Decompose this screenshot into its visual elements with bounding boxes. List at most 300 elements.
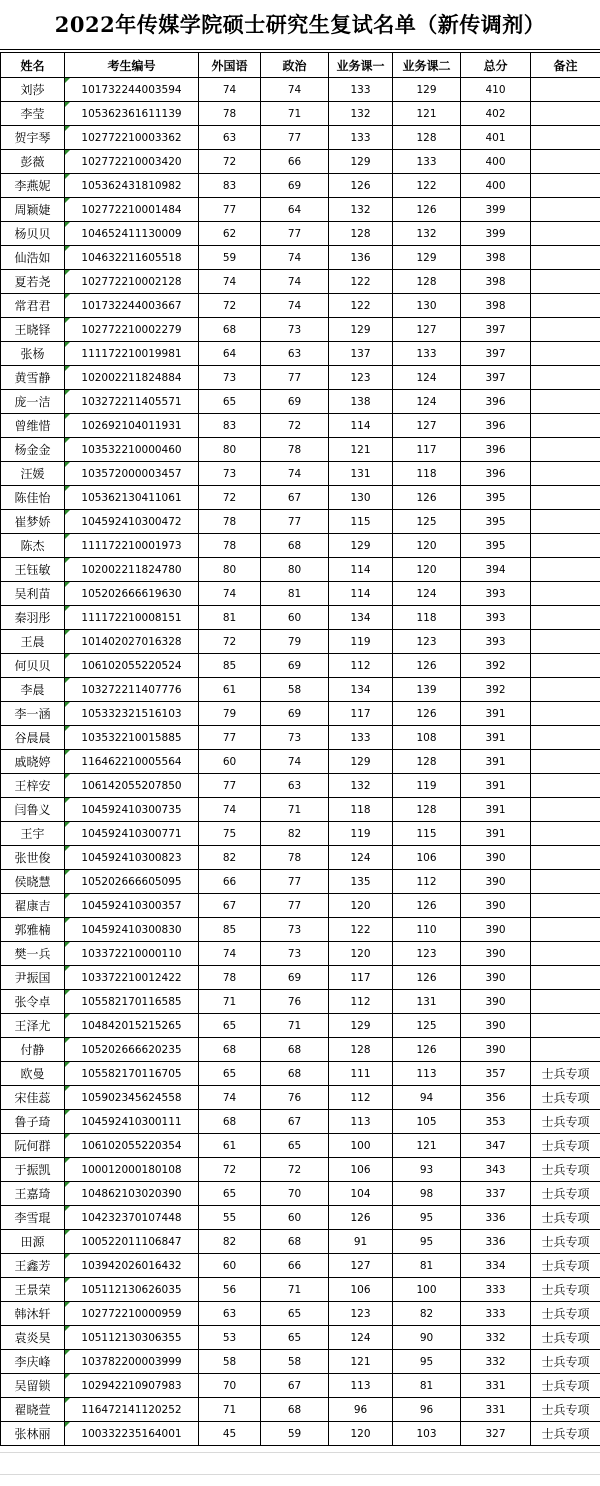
cell-remark[interactable] <box>531 342 600 366</box>
cell-politics[interactable]: 71 <box>261 102 329 126</box>
cell-subject-one[interactable]: 121 <box>329 1350 393 1374</box>
cell-subject-one[interactable]: 123 <box>329 1302 393 1326</box>
cell-subject-two[interactable]: 126 <box>393 1038 461 1062</box>
cell-total[interactable]: 390 <box>461 894 531 918</box>
cell-foreign-language[interactable]: 74 <box>199 270 261 294</box>
cell-remark[interactable] <box>531 942 600 966</box>
cell-total[interactable]: 391 <box>461 702 531 726</box>
cell-exam-id[interactable]: 102772210003420 <box>65 150 199 174</box>
cell-total[interactable]: 391 <box>461 750 531 774</box>
cell-name[interactable]: 王泽尤 <box>1 1014 65 1038</box>
cell-subject-one[interactable]: 112 <box>329 1086 393 1110</box>
cell-politics[interactable]: 74 <box>261 750 329 774</box>
cell-remark[interactable] <box>531 822 600 846</box>
cell-politics[interactable]: 73 <box>261 318 329 342</box>
cell-exam-id[interactable]: 106102055220524 <box>65 654 199 678</box>
cell-exam-id[interactable]: 105362361611139 <box>65 102 199 126</box>
cell-subject-one[interactable]: 120 <box>329 942 393 966</box>
cell-remark[interactable]: 士兵专项 <box>531 1302 600 1326</box>
cell-name[interactable]: 王鑫芳 <box>1 1254 65 1278</box>
cell-exam-id[interactable]: 103782200003999 <box>65 1350 199 1374</box>
cell-subject-one[interactable]: 134 <box>329 606 393 630</box>
cell-subject-one[interactable]: 118 <box>329 798 393 822</box>
cell-name[interactable]: 欧曼 <box>1 1062 65 1086</box>
cell-foreign-language[interactable]: 72 <box>199 1158 261 1182</box>
cell-name[interactable]: 陈佳怡 <box>1 486 65 510</box>
cell-total[interactable]: 331 <box>461 1374 531 1398</box>
cell-subject-one[interactable]: 106 <box>329 1158 393 1182</box>
cell-subject-one[interactable]: 106 <box>329 1278 393 1302</box>
cell-remark[interactable]: 士兵专项 <box>531 1326 600 1350</box>
cell-subject-two[interactable]: 129 <box>393 78 461 102</box>
cell-total[interactable]: 393 <box>461 630 531 654</box>
cell-subject-two[interactable]: 106 <box>393 846 461 870</box>
cell-total[interactable]: 402 <box>461 102 531 126</box>
cell-politics[interactable]: 69 <box>261 966 329 990</box>
cell-remark[interactable]: 士兵专项 <box>531 1182 600 1206</box>
cell-name[interactable]: 张世俊 <box>1 846 65 870</box>
cell-subject-two[interactable]: 112 <box>393 870 461 894</box>
cell-politics[interactable]: 73 <box>261 918 329 942</box>
cell-foreign-language[interactable]: 85 <box>199 918 261 942</box>
cell-total[interactable]: 391 <box>461 726 531 750</box>
cell-exam-id[interactable]: 104592410300830 <box>65 918 199 942</box>
cell-remark[interactable] <box>531 750 600 774</box>
cell-name[interactable]: 仙浩如 <box>1 246 65 270</box>
cell-foreign-language[interactable]: 74 <box>199 582 261 606</box>
cell-total[interactable]: 398 <box>461 246 531 270</box>
cell-subject-two[interactable]: 130 <box>393 294 461 318</box>
cell-remark[interactable] <box>531 486 600 510</box>
cell-remark[interactable] <box>531 150 600 174</box>
cell-politics[interactable]: 65 <box>261 1302 329 1326</box>
cell-exam-id[interactable]: 104592410300357 <box>65 894 199 918</box>
cell-total[interactable]: 356 <box>461 1086 531 1110</box>
cell-politics[interactable]: 68 <box>261 1038 329 1062</box>
cell-remark[interactable]: 士兵专项 <box>531 1278 600 1302</box>
cell-foreign-language[interactable]: 65 <box>199 1062 261 1086</box>
cell-subject-one[interactable]: 124 <box>329 846 393 870</box>
cell-remark[interactable] <box>531 78 600 102</box>
cell-subject-two[interactable]: 108 <box>393 726 461 750</box>
cell-politics[interactable]: 81 <box>261 582 329 606</box>
cell-total[interactable]: 357 <box>461 1062 531 1086</box>
cell-name[interactable]: 周颖婕 <box>1 198 65 222</box>
cell-remark[interactable] <box>531 654 600 678</box>
cell-remark[interactable] <box>531 558 600 582</box>
cell-politics[interactable]: 72 <box>261 414 329 438</box>
cell-total[interactable]: 391 <box>461 822 531 846</box>
cell-total[interactable]: 394 <box>461 558 531 582</box>
cell-total[interactable]: 332 <box>461 1350 531 1374</box>
cell-politics[interactable]: 74 <box>261 246 329 270</box>
cell-name[interactable]: 崔梦娇 <box>1 510 65 534</box>
cell-subject-one[interactable]: 123 <box>329 366 393 390</box>
cell-exam-id[interactable]: 106102055220354 <box>65 1134 199 1158</box>
cell-name[interactable]: 杨金金 <box>1 438 65 462</box>
cell-exam-id[interactable]: 105902345624558 <box>65 1086 199 1110</box>
cell-subject-one[interactable]: 124 <box>329 1326 393 1350</box>
cell-total[interactable]: 390 <box>461 1038 531 1062</box>
cell-subject-one[interactable]: 133 <box>329 126 393 150</box>
cell-subject-one[interactable]: 129 <box>329 750 393 774</box>
cell-subject-two[interactable]: 82 <box>393 1302 461 1326</box>
cell-subject-one[interactable]: 122 <box>329 270 393 294</box>
cell-exam-id[interactable]: 102772210000959 <box>65 1302 199 1326</box>
cell-name[interactable]: 翟晓萱 <box>1 1398 65 1422</box>
cell-exam-id[interactable]: 102002211824780 <box>65 558 199 582</box>
cell-total[interactable]: 347 <box>461 1134 531 1158</box>
cell-subject-two[interactable]: 90 <box>393 1326 461 1350</box>
cell-subject-one[interactable]: 138 <box>329 390 393 414</box>
cell-politics[interactable]: 74 <box>261 294 329 318</box>
cell-name[interactable]: 曾维惜 <box>1 414 65 438</box>
cell-politics[interactable]: 80 <box>261 558 329 582</box>
cell-subject-one[interactable]: 129 <box>329 534 393 558</box>
cell-total[interactable]: 391 <box>461 774 531 798</box>
cell-remark[interactable] <box>531 390 600 414</box>
cell-subject-one[interactable]: 117 <box>329 702 393 726</box>
cell-foreign-language[interactable]: 77 <box>199 726 261 750</box>
cell-politics[interactable]: 76 <box>261 1086 329 1110</box>
cell-name[interactable]: 陈杰 <box>1 534 65 558</box>
cell-name[interactable]: 吴利苗 <box>1 582 65 606</box>
cell-total[interactable]: 334 <box>461 1254 531 1278</box>
cell-politics[interactable]: 76 <box>261 990 329 1014</box>
cell-total[interactable]: 393 <box>461 606 531 630</box>
cell-foreign-language[interactable]: 72 <box>199 294 261 318</box>
cell-exam-id[interactable]: 116462210005564 <box>65 750 199 774</box>
cell-exam-id[interactable]: 101732244003667 <box>65 294 199 318</box>
cell-name[interactable]: 翟康吉 <box>1 894 65 918</box>
cell-politics[interactable]: 70 <box>261 1182 329 1206</box>
cell-name[interactable]: 张林丽 <box>1 1422 65 1446</box>
cell-subject-two[interactable]: 124 <box>393 390 461 414</box>
cell-remark[interactable]: 士兵专项 <box>531 1374 600 1398</box>
cell-subject-two[interactable]: 120 <box>393 534 461 558</box>
cell-subject-one[interactable]: 117 <box>329 966 393 990</box>
cell-foreign-language[interactable]: 56 <box>199 1278 261 1302</box>
cell-name[interactable]: 郭雅楠 <box>1 918 65 942</box>
cell-total[interactable]: 393 <box>461 582 531 606</box>
cell-subject-one[interactable]: 126 <box>329 174 393 198</box>
cell-subject-one[interactable]: 121 <box>329 438 393 462</box>
cell-subject-two[interactable]: 126 <box>393 198 461 222</box>
cell-remark[interactable]: 士兵专项 <box>531 1230 600 1254</box>
cell-total[interactable]: 336 <box>461 1230 531 1254</box>
cell-exam-id[interactable]: 103532210015885 <box>65 726 199 750</box>
cell-remark[interactable] <box>531 966 600 990</box>
cell-subject-one[interactable]: 132 <box>329 198 393 222</box>
cell-subject-two[interactable]: 127 <box>393 414 461 438</box>
cell-foreign-language[interactable]: 70 <box>199 1374 261 1398</box>
cell-total[interactable]: 337 <box>461 1182 531 1206</box>
cell-total[interactable]: 390 <box>461 990 531 1014</box>
cell-politics[interactable]: 58 <box>261 678 329 702</box>
cell-remark[interactable] <box>531 1038 600 1062</box>
cell-exam-id[interactable]: 105112130306355 <box>65 1326 199 1350</box>
cell-subject-one[interactable]: 133 <box>329 726 393 750</box>
cell-exam-id[interactable]: 102692104011931 <box>65 414 199 438</box>
cell-subject-two[interactable]: 115 <box>393 822 461 846</box>
cell-exam-id[interactable]: 111172210008151 <box>65 606 199 630</box>
cell-exam-id[interactable]: 104842015215265 <box>65 1014 199 1038</box>
cell-politics[interactable]: 77 <box>261 870 329 894</box>
cell-exam-id[interactable]: 111172210001973 <box>65 534 199 558</box>
cell-foreign-language[interactable]: 81 <box>199 606 261 630</box>
cell-total[interactable]: 397 <box>461 318 531 342</box>
cell-remark[interactable] <box>531 582 600 606</box>
cell-total[interactable]: 395 <box>461 486 531 510</box>
cell-foreign-language[interactable]: 71 <box>199 1398 261 1422</box>
cell-foreign-language[interactable]: 79 <box>199 702 261 726</box>
cell-name[interactable]: 张杨 <box>1 342 65 366</box>
cell-name[interactable]: 常君君 <box>1 294 65 318</box>
cell-politics[interactable]: 77 <box>261 510 329 534</box>
cell-politics[interactable]: 66 <box>261 150 329 174</box>
cell-foreign-language[interactable]: 63 <box>199 1302 261 1326</box>
cell-politics[interactable]: 58 <box>261 1350 329 1374</box>
cell-name[interactable]: 于振凯 <box>1 1158 65 1182</box>
cell-politics[interactable]: 60 <box>261 606 329 630</box>
cell-politics[interactable]: 72 <box>261 1158 329 1182</box>
cell-name[interactable]: 侯晓慧 <box>1 870 65 894</box>
cell-name[interactable]: 李一涵 <box>1 702 65 726</box>
cell-foreign-language[interactable]: 74 <box>199 78 261 102</box>
cell-subject-one[interactable]: 128 <box>329 222 393 246</box>
cell-remark[interactable] <box>531 510 600 534</box>
cell-foreign-language[interactable]: 77 <box>199 198 261 222</box>
cell-total[interactable]: 353 <box>461 1110 531 1134</box>
cell-subject-two[interactable]: 139 <box>393 678 461 702</box>
cell-subject-two[interactable]: 129 <box>393 246 461 270</box>
cell-foreign-language[interactable]: 65 <box>199 1014 261 1038</box>
cell-politics[interactable]: 60 <box>261 1206 329 1230</box>
cell-subject-one[interactable]: 104 <box>329 1182 393 1206</box>
cell-remark[interactable]: 士兵专项 <box>531 1086 600 1110</box>
cell-subject-two[interactable]: 81 <box>393 1374 461 1398</box>
cell-name[interactable]: 韩沐轩 <box>1 1302 65 1326</box>
cell-foreign-language[interactable]: 63 <box>199 126 261 150</box>
cell-politics[interactable]: 63 <box>261 774 329 798</box>
cell-subject-two[interactable]: 133 <box>393 150 461 174</box>
cell-foreign-language[interactable]: 68 <box>199 318 261 342</box>
cell-foreign-language[interactable]: 75 <box>199 822 261 846</box>
cell-foreign-language[interactable]: 60 <box>199 1254 261 1278</box>
cell-subject-one[interactable]: 129 <box>329 318 393 342</box>
cell-name[interactable]: 刘莎 <box>1 78 65 102</box>
cell-exam-id[interactable]: 105202666620235 <box>65 1038 199 1062</box>
cell-subject-two[interactable]: 132 <box>393 222 461 246</box>
cell-foreign-language[interactable]: 77 <box>199 774 261 798</box>
cell-remark[interactable] <box>531 798 600 822</box>
cell-foreign-language[interactable]: 68 <box>199 1110 261 1134</box>
cell-name[interactable]: 彭薇 <box>1 150 65 174</box>
cell-subject-two[interactable]: 126 <box>393 894 461 918</box>
cell-subject-two[interactable]: 95 <box>393 1350 461 1374</box>
cell-total[interactable]: 333 <box>461 1302 531 1326</box>
cell-foreign-language[interactable]: 72 <box>199 486 261 510</box>
cell-politics[interactable]: 64 <box>261 198 329 222</box>
cell-total[interactable]: 331 <box>461 1398 531 1422</box>
cell-subject-two[interactable]: 126 <box>393 702 461 726</box>
cell-subject-two[interactable]: 128 <box>393 270 461 294</box>
cell-exam-id[interactable]: 102772210001484 <box>65 198 199 222</box>
cell-name[interactable]: 汪媛 <box>1 462 65 486</box>
cell-foreign-language[interactable]: 61 <box>199 1134 261 1158</box>
cell-subject-one[interactable]: 133 <box>329 78 393 102</box>
cell-subject-one[interactable]: 122 <box>329 918 393 942</box>
cell-total[interactable]: 391 <box>461 798 531 822</box>
cell-total[interactable]: 332 <box>461 1326 531 1350</box>
cell-foreign-language[interactable]: 83 <box>199 174 261 198</box>
cell-remark[interactable] <box>531 990 600 1014</box>
cell-name[interactable]: 王钰敏 <box>1 558 65 582</box>
cell-exam-id[interactable]: 103372210012422 <box>65 966 199 990</box>
cell-exam-id[interactable]: 105202666605095 <box>65 870 199 894</box>
cell-subject-one[interactable]: 129 <box>329 1014 393 1038</box>
cell-politics[interactable]: 69 <box>261 702 329 726</box>
header-subject-two[interactable]: 业务课二 <box>393 53 461 78</box>
cell-politics[interactable]: 68 <box>261 1062 329 1086</box>
cell-total[interactable]: 390 <box>461 1014 531 1038</box>
cell-subject-two[interactable]: 81 <box>393 1254 461 1278</box>
cell-remark[interactable]: 士兵专项 <box>531 1350 600 1374</box>
cell-exam-id[interactable]: 102002211824884 <box>65 366 199 390</box>
cell-remark[interactable] <box>531 726 600 750</box>
cell-name[interactable]: 庞一洁 <box>1 390 65 414</box>
cell-total[interactable]: 401 <box>461 126 531 150</box>
cell-name[interactable]: 樊一兵 <box>1 942 65 966</box>
cell-subject-one[interactable]: 128 <box>329 1038 393 1062</box>
cell-remark[interactable] <box>531 102 600 126</box>
cell-subject-one[interactable]: 114 <box>329 558 393 582</box>
cell-subject-two[interactable]: 125 <box>393 510 461 534</box>
cell-name[interactable]: 尹振国 <box>1 966 65 990</box>
cell-remark[interactable] <box>531 630 600 654</box>
cell-foreign-language[interactable]: 65 <box>199 390 261 414</box>
cell-remark[interactable] <box>531 702 600 726</box>
cell-total[interactable]: 396 <box>461 390 531 414</box>
cell-total[interactable]: 392 <box>461 678 531 702</box>
cell-total[interactable]: 390 <box>461 942 531 966</box>
cell-subject-two[interactable]: 105 <box>393 1110 461 1134</box>
cell-politics[interactable]: 74 <box>261 78 329 102</box>
cell-subject-two[interactable]: 123 <box>393 630 461 654</box>
cell-foreign-language[interactable]: 78 <box>199 102 261 126</box>
cell-foreign-language[interactable]: 61 <box>199 678 261 702</box>
cell-subject-two[interactable]: 133 <box>393 342 461 366</box>
cell-subject-one[interactable]: 119 <box>329 822 393 846</box>
cell-foreign-language[interactable]: 78 <box>199 510 261 534</box>
cell-total[interactable]: 398 <box>461 270 531 294</box>
cell-foreign-language[interactable]: 74 <box>199 1086 261 1110</box>
cell-total[interactable]: 397 <box>461 342 531 366</box>
cell-subject-two[interactable]: 131 <box>393 990 461 1014</box>
cell-politics[interactable]: 77 <box>261 894 329 918</box>
cell-subject-two[interactable]: 127 <box>393 318 461 342</box>
cell-subject-one[interactable]: 136 <box>329 246 393 270</box>
cell-remark[interactable] <box>531 462 600 486</box>
cell-foreign-language[interactable]: 45 <box>199 1422 261 1446</box>
cell-foreign-language[interactable]: 80 <box>199 438 261 462</box>
cell-politics[interactable]: 79 <box>261 630 329 654</box>
cell-total[interactable]: 410 <box>461 78 531 102</box>
cell-total[interactable]: 390 <box>461 870 531 894</box>
cell-subject-one[interactable]: 96 <box>329 1398 393 1422</box>
cell-subject-two[interactable]: 122 <box>393 174 461 198</box>
cell-exam-id[interactable]: 106142055207850 <box>65 774 199 798</box>
cell-name[interactable]: 张令卓 <box>1 990 65 1014</box>
cell-remark[interactable]: 士兵专项 <box>531 1398 600 1422</box>
cell-remark[interactable] <box>531 294 600 318</box>
cell-exam-id[interactable]: 102772210003362 <box>65 126 199 150</box>
cell-politics[interactable]: 74 <box>261 270 329 294</box>
cell-subject-two[interactable]: 113 <box>393 1062 461 1086</box>
cell-exam-id[interactable]: 105112130626035 <box>65 1278 199 1302</box>
cell-remark[interactable] <box>531 678 600 702</box>
cell-total[interactable]: 390 <box>461 966 531 990</box>
cell-politics[interactable]: 67 <box>261 486 329 510</box>
cell-politics[interactable]: 69 <box>261 174 329 198</box>
cell-name[interactable]: 付静 <box>1 1038 65 1062</box>
cell-remark[interactable] <box>531 846 600 870</box>
cell-total[interactable]: 396 <box>461 462 531 486</box>
cell-politics[interactable]: 65 <box>261 1326 329 1350</box>
cell-exam-id[interactable]: 105332321516103 <box>65 702 199 726</box>
cell-remark[interactable] <box>531 174 600 198</box>
cell-remark[interactable] <box>531 606 600 630</box>
cell-foreign-language[interactable]: 80 <box>199 558 261 582</box>
header-exam-id[interactable]: 考生编号 <box>65 53 199 78</box>
header-politics[interactable]: 政治 <box>261 53 329 78</box>
cell-politics[interactable]: 82 <box>261 822 329 846</box>
cell-remark[interactable] <box>531 534 600 558</box>
cell-subject-one[interactable]: 112 <box>329 654 393 678</box>
cell-total[interactable]: 399 <box>461 222 531 246</box>
cell-exam-id[interactable]: 101402027016328 <box>65 630 199 654</box>
cell-foreign-language[interactable]: 73 <box>199 462 261 486</box>
cell-subject-one[interactable]: 127 <box>329 1254 393 1278</box>
cell-subject-two[interactable]: 121 <box>393 102 461 126</box>
cell-foreign-language[interactable]: 53 <box>199 1326 261 1350</box>
cell-politics[interactable]: 63 <box>261 342 329 366</box>
cell-politics[interactable]: 68 <box>261 1398 329 1422</box>
cell-subject-two[interactable]: 126 <box>393 486 461 510</box>
cell-subject-two[interactable]: 123 <box>393 942 461 966</box>
cell-remark[interactable] <box>531 1014 600 1038</box>
cell-foreign-language[interactable]: 74 <box>199 942 261 966</box>
cell-subject-two[interactable]: 118 <box>393 462 461 486</box>
cell-subject-one[interactable]: 130 <box>329 486 393 510</box>
cell-name[interactable]: 宋佳蕊 <box>1 1086 65 1110</box>
cell-subject-one[interactable]: 129 <box>329 150 393 174</box>
cell-subject-one[interactable]: 131 <box>329 462 393 486</box>
cell-name[interactable]: 王晨 <box>1 630 65 654</box>
cell-total[interactable]: 392 <box>461 654 531 678</box>
cell-name[interactable]: 王宇 <box>1 822 65 846</box>
cell-subject-two[interactable]: 128 <box>393 798 461 822</box>
cell-name[interactable]: 王嘉琦 <box>1 1182 65 1206</box>
cell-subject-two[interactable]: 124 <box>393 366 461 390</box>
cell-total[interactable]: 398 <box>461 294 531 318</box>
cell-foreign-language[interactable]: 66 <box>199 870 261 894</box>
cell-exam-id[interactable]: 104592410300771 <box>65 822 199 846</box>
header-name[interactable]: 姓名 <box>1 53 65 78</box>
cell-exam-id[interactable]: 104592410300735 <box>65 798 199 822</box>
header-subject-one[interactable]: 业务课一 <box>329 53 393 78</box>
cell-foreign-language[interactable]: 62 <box>199 222 261 246</box>
